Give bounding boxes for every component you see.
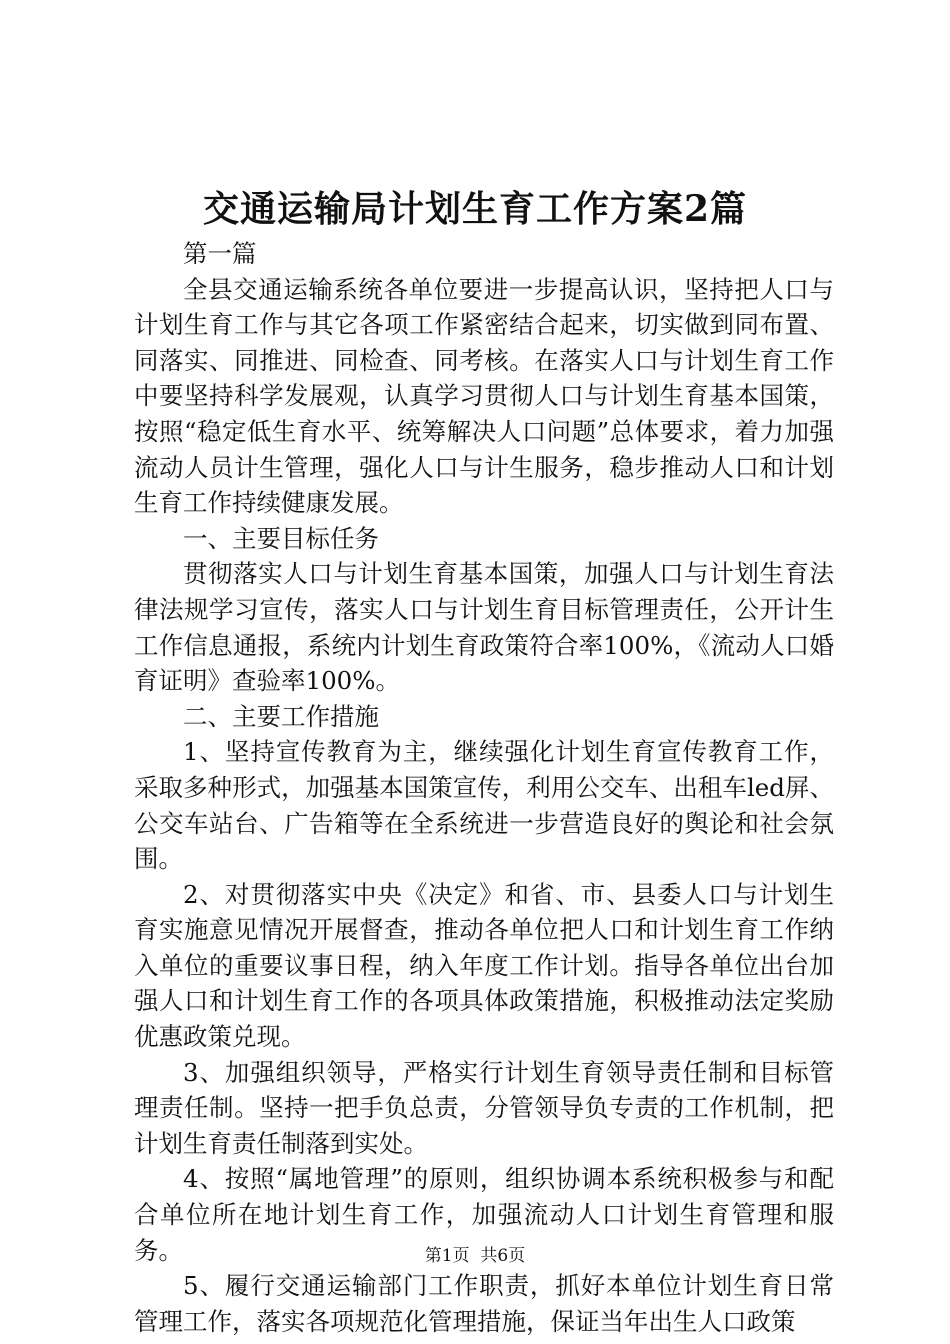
footer-spacer <box>470 1246 481 1266</box>
body-paragraph: 5、履行交通运输部门工作职责，抓好本单位计划生育日常管理工作，落实各项规范化管理措施，保证当年出生人口政策 <box>134 1271 834 1336</box>
body-paragraph: 全县交通运输系统各单位要进一步提高认识，坚持把人口与计划生育工作与其它各项工作紧密结合起来，切实做到同布置、同落实、同推进、同检查、同考核。在落实人口与计划生育工作中要坚持科学发展观，认真学习贯彻人口与计划生育基本国策，按照“稳定低生育水平、统筹解决人口问题”总体要求，着力加强流动人员计生管理，强化人口与计生服务，稳步推动人口和计划生育工作持续健康发展。 <box>134 274 834 518</box>
document-body <box>134 236 834 1339</box>
body-paragraph: 贯彻落实人口与计划生育基本国策，加强人口与计划生育法律法规学习宣传，落实人口与计划生育目标管理责任，公开计生工作信息通报，系统内计划生育政策符合率100%，《流动人口婚育证明》查验率100%。 <box>134 559 834 696</box>
section-heading: 一、主要目标任务 <box>183 523 379 553</box>
page-number: 第1页 <box>424 1246 470 1266</box>
document-title: 交通运输局计划生育工作方案2篇 <box>202 188 748 230</box>
body-paragraph: 4、按照“属地管理”的原则，组织协调本系统积极参与和配合单位所在地计划生育工作，加强流动人口计划生育管理和服务。 <box>134 1164 834 1265</box>
body-paragraph: 3、加强组织领导，严格实行计划生育领导责任制和目标管理责任制。坚持一把手负总责，分管领导负专责的工作机制，把计划生育责任制落到实处。 <box>134 1057 834 1158</box>
page-total: 共6页 <box>480 1246 526 1266</box>
section-heading: 第一篇 <box>183 239 257 268</box>
body-paragraph: 2、对贯彻落实中央《决定》和省、市、县委人口与计划生育实施意见情况开展督查，推动各单位把人口和计划生育工作纳入单位的重要议事日程，纳入年度工作计划。指导各单位出台加强人口和计划生育工作的各项具体政策措施，积极推动法定奖励优惠政策兑现。 <box>134 879 834 1052</box>
page-footer <box>0 1244 950 1268</box>
section-heading: 二、主要工作措施 <box>183 701 379 731</box>
body-paragraph: 1、坚持宣传教育为主，继续强化计划生育宣传教育工作，采取多种形式，加强基本国策宣传，利用公交车、出租车led屏、公交车站台、广告箱等在全系统进一步营造良好的舆论和社会氛围。 <box>134 737 834 874</box>
